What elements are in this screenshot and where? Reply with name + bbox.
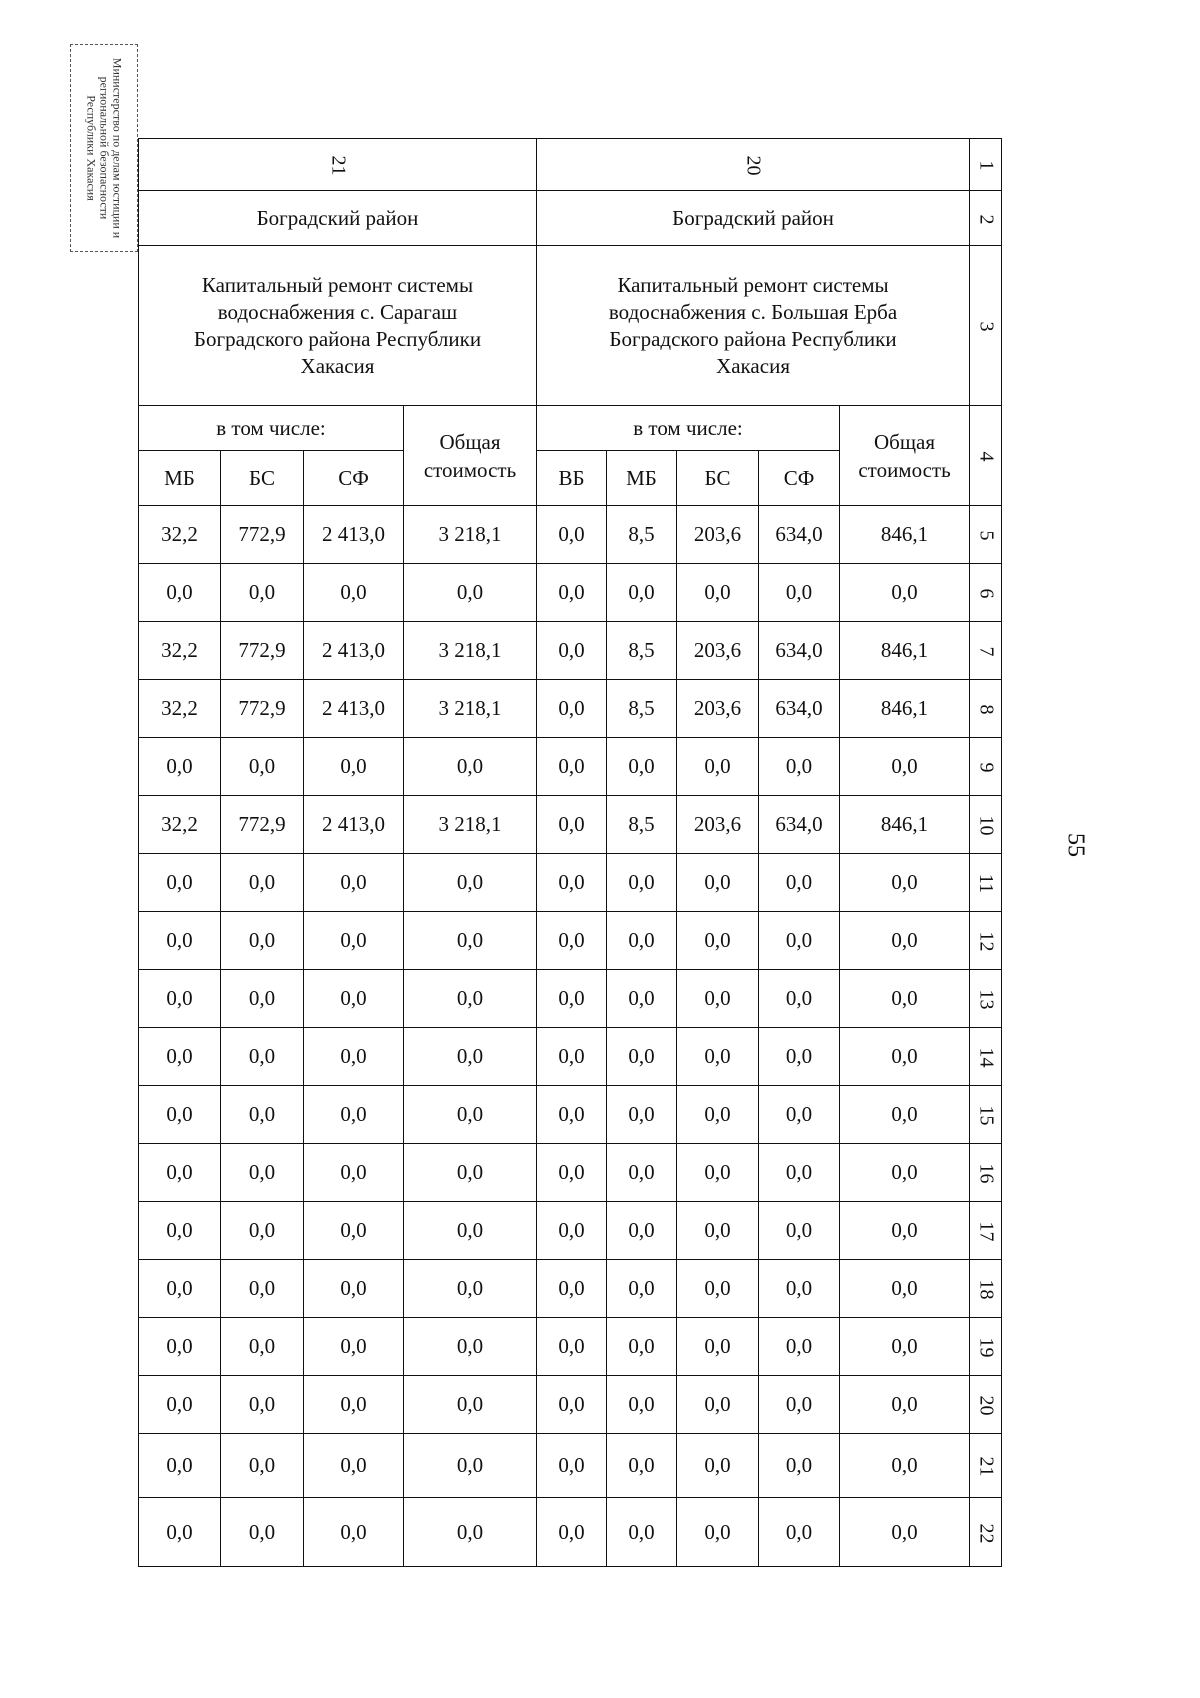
table-cell: 0,0	[759, 1144, 840, 1202]
table-cell: 0,0	[759, 564, 840, 622]
sub-header: МБ	[139, 451, 221, 506]
budget-table	[138, 138, 1002, 1567]
table-cell: 0,0	[537, 1144, 607, 1202]
row-number: 12	[970, 912, 1002, 970]
table-cell: 0,0	[759, 1318, 840, 1376]
sub-header: МБ	[607, 451, 677, 506]
table-cell: 0,0	[607, 1086, 677, 1144]
sub-header: БС	[677, 451, 759, 506]
table-cell: 0,0	[404, 912, 537, 970]
table-cell: 0,0	[537, 1376, 607, 1434]
table-row	[139, 1376, 1002, 1434]
table-cell: 0,0	[677, 1318, 759, 1376]
table-cell: 0,0	[607, 1028, 677, 1086]
table-cell: 0,0	[404, 1498, 537, 1567]
table-cell: 0,0	[759, 1376, 840, 1434]
table-row	[139, 796, 1002, 854]
column-number-left: 21	[139, 139, 537, 191]
table-cell: 0,0	[139, 564, 221, 622]
table-row	[139, 1318, 1002, 1376]
table-cell: 0,0	[404, 1318, 537, 1376]
table-cell: 0,0	[139, 912, 221, 970]
table-cell: 0,0	[759, 1260, 840, 1318]
row-number: 15	[970, 1086, 1002, 1144]
table-cell: 0,0	[840, 1260, 970, 1318]
table-row	[139, 1028, 1002, 1086]
table-cell: 0,0	[677, 1434, 759, 1498]
table-cell: 2 413,0	[304, 506, 404, 564]
table-cell: 0,0	[607, 738, 677, 796]
table-cell: 0,0	[404, 1086, 537, 1144]
table-cell: 0,0	[759, 738, 840, 796]
table-cell: 0,0	[840, 970, 970, 1028]
table-row	[139, 622, 1002, 680]
table-row	[139, 680, 1002, 738]
table-cell: 0,0	[139, 854, 221, 912]
table-cell: 0,0	[304, 854, 404, 912]
table-cell: 0,0	[221, 1498, 304, 1567]
table-cell: 0,0	[840, 1144, 970, 1202]
row-number: 4	[970, 406, 1002, 506]
table-cell: 0,0	[607, 1202, 677, 1260]
table-cell: 0,0	[304, 564, 404, 622]
table-cell: 0,0	[607, 1318, 677, 1376]
table-cell: 0,0	[537, 1318, 607, 1376]
table-cell: 2 413,0	[304, 680, 404, 738]
table-cell: 0,0	[139, 1318, 221, 1376]
table-cell: 0,0	[221, 970, 304, 1028]
table-cell: 0,0	[607, 564, 677, 622]
table-cell: 0,0	[221, 1144, 304, 1202]
table-row	[139, 1144, 1002, 1202]
including-label-left: в том числе:	[139, 406, 404, 451]
table-cell: 0,0	[607, 1376, 677, 1434]
table-cell: 0,0	[840, 1498, 970, 1567]
table-cell: 0,0	[221, 738, 304, 796]
table-cell: 0,0	[304, 1376, 404, 1434]
including-label-right: в том числе:	[537, 406, 840, 451]
table-cell: 0,0	[840, 912, 970, 970]
table-cell: 0,0	[759, 912, 840, 970]
table-cell: 0,0	[221, 1376, 304, 1434]
table-row	[139, 854, 1002, 912]
table-cell: 772,9	[221, 796, 304, 854]
table-cell: 0,0	[139, 1202, 221, 1260]
table-cell: 8,5	[607, 506, 677, 564]
table-cell: 0,0	[139, 1086, 221, 1144]
district-right: Боградский район	[537, 191, 970, 246]
table-cell: 8,5	[607, 622, 677, 680]
table-cell: 772,9	[221, 680, 304, 738]
table-cell: 0,0	[840, 1318, 970, 1376]
table-cell: 8,5	[607, 796, 677, 854]
table-cell: 0,0	[759, 970, 840, 1028]
table-cell: 0,0	[537, 1434, 607, 1498]
table-cell: 0,0	[759, 854, 840, 912]
table-cell: 0,0	[404, 738, 537, 796]
table-cell: 0,0	[221, 1028, 304, 1086]
row-number: 18	[970, 1260, 1002, 1318]
row-number: 5	[970, 506, 1002, 564]
table-cell: 0,0	[537, 622, 607, 680]
table-cell: 2 413,0	[304, 796, 404, 854]
table-cell: 0,0	[404, 1028, 537, 1086]
table-cell: 0,0	[759, 1086, 840, 1144]
table-cell: 846,1	[840, 680, 970, 738]
table-cell: 0,0	[139, 1498, 221, 1567]
table-row	[139, 970, 1002, 1028]
row-number: 10	[970, 796, 1002, 854]
table-cell: 32,2	[139, 622, 221, 680]
table-row	[139, 1434, 1002, 1498]
column-number-right: 20	[537, 139, 970, 191]
table-cell: 0,0	[677, 1202, 759, 1260]
row-number: 8	[970, 680, 1002, 738]
table-row	[139, 1498, 1002, 1567]
row-number: 14	[970, 1028, 1002, 1086]
row-number: 19	[970, 1318, 1002, 1376]
table-cell: 0,0	[607, 912, 677, 970]
table-cell: 0,0	[840, 738, 970, 796]
table-cell: 846,1	[840, 796, 970, 854]
table-cell: 32,2	[139, 796, 221, 854]
table-cell: 0,0	[304, 912, 404, 970]
table-cell: 0,0	[607, 1498, 677, 1567]
table-cell: 0,0	[304, 738, 404, 796]
table-cell: 0,0	[404, 1202, 537, 1260]
table-cell: 0,0	[139, 1144, 221, 1202]
table-cell: 0,0	[404, 1144, 537, 1202]
table-cell: 846,1	[840, 622, 970, 680]
table-cell: 203,6	[677, 680, 759, 738]
table-cell: 0,0	[404, 1376, 537, 1434]
table-cell: 0,0	[221, 912, 304, 970]
table-cell: 0,0	[221, 1086, 304, 1144]
table-cell: 0,0	[537, 506, 607, 564]
table-cell: 0,0	[139, 1028, 221, 1086]
table-cell: 0,0	[677, 564, 759, 622]
table-cell: 3 218,1	[404, 506, 537, 564]
table-cell: 0,0	[759, 1202, 840, 1260]
row-number: 21	[970, 1434, 1002, 1498]
table-cell: 634,0	[759, 796, 840, 854]
table-cell: 0,0	[840, 854, 970, 912]
page-number: 55	[1062, 833, 1089, 857]
table-cell: 0,0	[840, 1434, 970, 1498]
table-cell: 0,0	[537, 1028, 607, 1086]
table-cell: 846,1	[840, 506, 970, 564]
table-cell: 0,0	[221, 1318, 304, 1376]
table-cell: 0,0	[537, 564, 607, 622]
total-cost-label-left: Общая стоимость	[404, 406, 537, 506]
table-cell: 0,0	[404, 564, 537, 622]
table-row	[139, 912, 1002, 970]
table-cell: 8,5	[607, 680, 677, 738]
table-cell: 0,0	[221, 1434, 304, 1498]
table-cell: 0,0	[677, 738, 759, 796]
table-cell: 203,6	[677, 622, 759, 680]
official-stamp	[70, 44, 138, 252]
table-cell: 0,0	[304, 1318, 404, 1376]
table-cell: 0,0	[537, 738, 607, 796]
table-cell: 0,0	[537, 680, 607, 738]
table-cell: 0,0	[537, 796, 607, 854]
table-cell: 0,0	[840, 1376, 970, 1434]
table-cell: 0,0	[404, 1434, 537, 1498]
table-row	[139, 738, 1002, 796]
district-left: Боградский район	[139, 191, 537, 246]
table-cell: 0,0	[304, 1144, 404, 1202]
project-name-right: Капитальный ремонт системы водоснабжения с. Большая Ерба Боградского района Республики Хакасия	[537, 246, 970, 406]
table-cell: 634,0	[759, 506, 840, 564]
table-cell: 0,0	[607, 1260, 677, 1318]
table-cell: 0,0	[139, 738, 221, 796]
table-cell: 0,0	[221, 1202, 304, 1260]
table-cell: 0,0	[607, 1144, 677, 1202]
table-cell: 0,0	[677, 854, 759, 912]
table-cell: 0,0	[537, 1086, 607, 1144]
table-cell: 0,0	[304, 1202, 404, 1260]
table-cell: 0,0	[404, 1260, 537, 1318]
table-cell: 0,0	[677, 1260, 759, 1318]
row-number: 17	[970, 1202, 1002, 1260]
table-cell: 0,0	[537, 854, 607, 912]
table-cell: 0,0	[607, 970, 677, 1028]
table-cell: 203,6	[677, 506, 759, 564]
table-cell: 0,0	[221, 1260, 304, 1318]
table-cell: 3 218,1	[404, 680, 537, 738]
table-cell: 634,0	[759, 622, 840, 680]
table-cell: 0,0	[537, 1202, 607, 1260]
sub-header: СФ	[304, 451, 404, 506]
table-cell: 772,9	[221, 622, 304, 680]
table-cell: 0,0	[304, 1028, 404, 1086]
table-cell: 0,0	[759, 1434, 840, 1498]
table-cell: 32,2	[139, 680, 221, 738]
total-cost-label-right: Общая стоимость	[840, 406, 970, 506]
stamp-text: Министерство по делам юстиции и региональной безопасности Республики Хакасия	[84, 57, 125, 239]
table-cell: 0,0	[537, 912, 607, 970]
table-row	[139, 1086, 1002, 1144]
table-cell: 634,0	[759, 680, 840, 738]
table-cell: 0,0	[677, 1376, 759, 1434]
table-row	[139, 1202, 1002, 1260]
sub-header: БС	[221, 451, 304, 506]
row-number: 1	[970, 139, 1002, 191]
table-cell: 0,0	[677, 1498, 759, 1567]
row-number: 3	[970, 246, 1002, 406]
table-cell: 0,0	[677, 1144, 759, 1202]
row-number: 13	[970, 970, 1002, 1028]
table-cell: 3 218,1	[404, 796, 537, 854]
table-cell: 0,0	[221, 564, 304, 622]
table-cell: 0,0	[304, 1498, 404, 1567]
row-number: 9	[970, 738, 1002, 796]
table-cell: 0,0	[677, 912, 759, 970]
table-cell: 0,0	[404, 854, 537, 912]
table-cell: 2 413,0	[304, 622, 404, 680]
table-cell: 772,9	[221, 506, 304, 564]
row-number: 20	[970, 1376, 1002, 1434]
row-number: 6	[970, 564, 1002, 622]
row-number: 11	[970, 854, 1002, 912]
table-cell: 0,0	[139, 1376, 221, 1434]
table-cell: 3 218,1	[404, 622, 537, 680]
row-number: 22	[970, 1498, 1002, 1567]
table-cell: 0,0	[840, 1086, 970, 1144]
row-number: 16	[970, 1144, 1002, 1202]
table-cell: 32,2	[139, 506, 221, 564]
table-cell: 203,6	[677, 796, 759, 854]
table-cell: 0,0	[677, 1028, 759, 1086]
table-cell: 0,0	[607, 1434, 677, 1498]
table-cell: 0,0	[139, 1434, 221, 1498]
table-cell: 0,0	[607, 854, 677, 912]
table-cell: 0,0	[677, 1086, 759, 1144]
table-row	[139, 506, 1002, 564]
table-cell: 0,0	[840, 1202, 970, 1260]
table-row	[139, 564, 1002, 622]
table-cell: 0,0	[221, 854, 304, 912]
table-cell: 0,0	[537, 1260, 607, 1318]
table-cell: 0,0	[677, 970, 759, 1028]
sub-header: ВБ	[537, 451, 607, 506]
row-number: 7	[970, 622, 1002, 680]
table-cell: 0,0	[759, 1498, 840, 1567]
table-row	[139, 1260, 1002, 1318]
table-cell: 0,0	[404, 970, 537, 1028]
table-cell: 0,0	[304, 1260, 404, 1318]
table-cell: 0,0	[304, 1434, 404, 1498]
table-cell: 0,0	[537, 970, 607, 1028]
table-cell: 0,0	[139, 970, 221, 1028]
table-cell: 0,0	[759, 1028, 840, 1086]
table-cell: 0,0	[537, 1498, 607, 1567]
table-cell: 0,0	[139, 1260, 221, 1318]
table-cell: 0,0	[304, 1086, 404, 1144]
row-number: 2	[970, 191, 1002, 246]
sub-header: СФ	[759, 451, 840, 506]
table-cell: 0,0	[840, 564, 970, 622]
table-cell: 0,0	[304, 970, 404, 1028]
table-cell: 0,0	[840, 1028, 970, 1086]
project-name-left: Капитальный ремонт системы водоснабжения с. Сарагаш Боградского района Республики Хакасия	[139, 246, 537, 406]
